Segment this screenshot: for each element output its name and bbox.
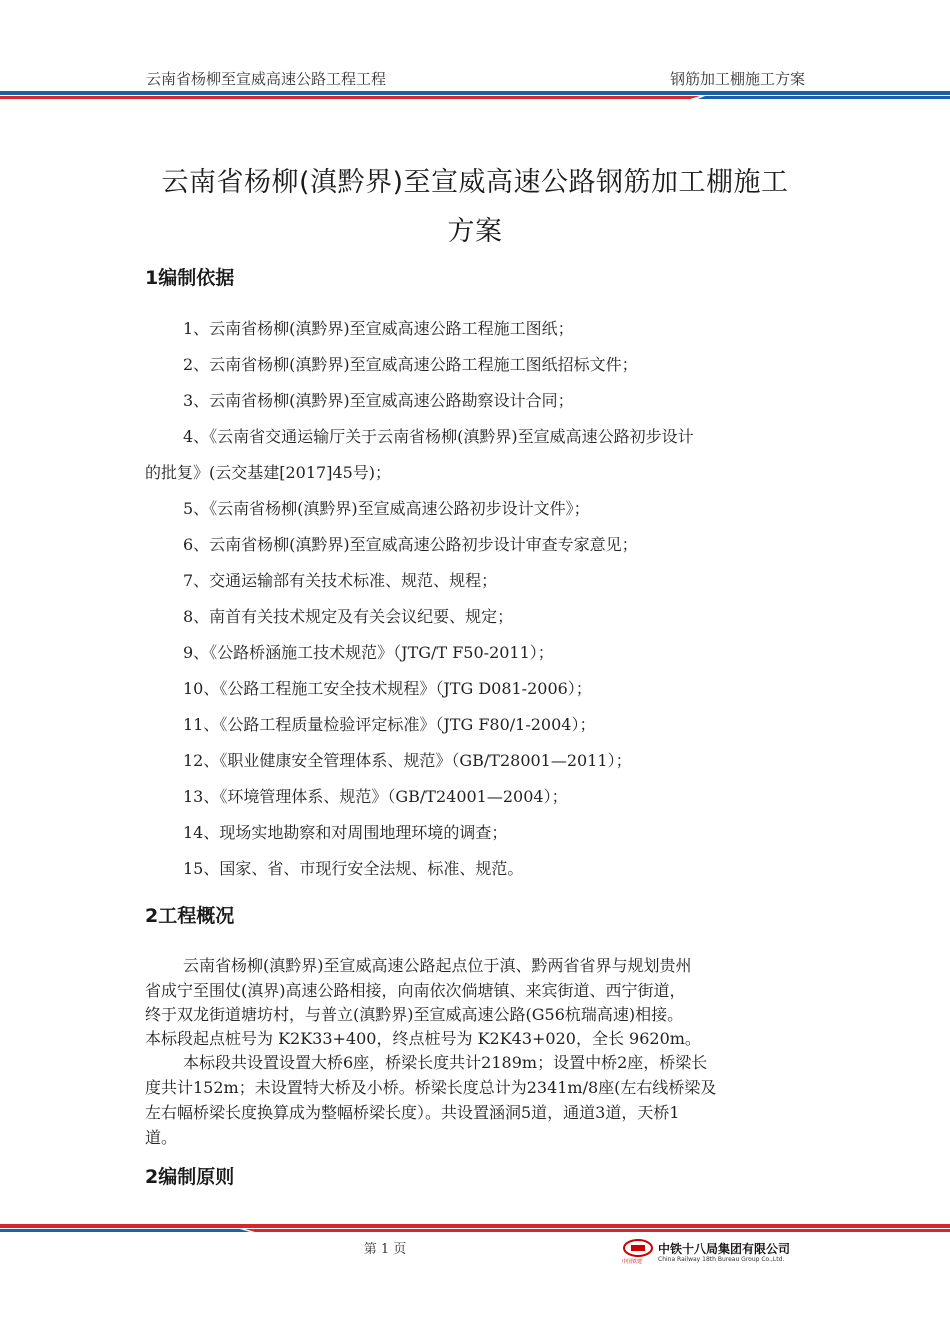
paragraph-line: 度共计152m；未设置特大桥及小桥。桥梁长度总计为2341m/8座(左右线桥梁及 <box>145 1078 717 1097</box>
header-blue-bar <box>0 91 950 95</box>
paragraph-line: 本标段共设置设置大桥6座，桥梁长度共计2189m；设置中桥2座，桥梁长 <box>183 1053 708 1072</box>
basis-item: 8、南首有关技术规定及有关会议纪要、规定； <box>183 607 514 626</box>
basis-item: 11、《公路工程质量检验评定标准》（JTG F80/1-2004）； <box>183 715 596 734</box>
basis-item: 9、《公路桥涵施工技术规范》（JTG/T F50-2011）； <box>183 643 554 662</box>
basis-item: 15、国家、省、市现行安全法规、标准、规范。 <box>183 859 524 878</box>
section2-heading: 2工程概况 <box>145 905 235 927</box>
header-document-name: 钢筋加工棚施工方案 <box>669 70 805 88</box>
company-name-cn: 中铁十八局集团有限公司 <box>658 1242 791 1256</box>
section3-heading: 2编制原则 <box>145 1166 235 1188</box>
paragraph-line: 道。 <box>145 1128 178 1147</box>
footer-red-bar <box>0 1224 950 1228</box>
basis-item: 5、《云南省杨柳(滇黔界)至宣威高速公路初步设计文件》； <box>183 499 590 518</box>
section1-heading: 1编制依据 <box>145 267 235 289</box>
basis-item: 13、《环境管理体系、规范》（GB/T24001—2004）； <box>183 787 568 806</box>
basis-item: 10、《公路工程施工安全技术规程》（JTG D081-2006）； <box>183 679 592 698</box>
footer-red-tail <box>245 1229 950 1232</box>
basis-item: 12、《职业健康安全管理体系、规范》（GB/T28001—2011）； <box>183 751 632 770</box>
header-red-bar <box>0 96 700 99</box>
header-blue-tail <box>698 96 950 99</box>
header-project-name: 云南省杨柳至宣威高速公路工程工程 <box>146 70 387 88</box>
header-rule <box>0 90 950 100</box>
basis-item: 1、云南省杨柳(滇黔界)至宣威高速公路工程施工图纸； <box>183 319 574 338</box>
basis-item: 6、云南省杨柳(滇黔界)至宣威高速公路初步设计审查专家意见； <box>183 535 638 554</box>
basis-item: 4、《云南省交通运输厅关于云南省杨柳(滇黔界)至宣威高速公路初步设计 <box>183 427 694 446</box>
crcc-emblem-icon <box>622 1238 654 1258</box>
document-title-line1: 云南省杨柳(滇黔界)至宣威高速公路钢筋加工棚施工 <box>161 167 789 198</box>
paragraph-line: 左右幅桥梁长度换算成为整幅桥梁长度）。共设置涵洞5道，通道3道，天桥1 <box>145 1103 680 1122</box>
paragraph-line: 终于双龙街道塘坊村，与普立(滇黔界)至宣威高速公路(G56杭瑞高速)相接。 <box>145 1005 684 1024</box>
company-logo <box>622 1238 802 1266</box>
basis-item: 14、现场实地勘察和对周围地理环境的调查； <box>183 823 508 842</box>
page-header <box>0 0 950 100</box>
logo-caption: 中国铁建 <box>622 1259 643 1265</box>
paragraph-line: 省成宁至围仗(滇界)高速公路相接，向南依次倘塘镇、来宾街道、西宁街道， <box>145 981 686 1000</box>
basis-item: 3、云南省杨柳(滇黔界)至宣威高速公路勘察设计合同； <box>183 391 574 410</box>
basis-item: 7、交通运输部有关技术标准、规范、规程； <box>183 571 498 590</box>
page-number: 第 1 页 <box>363 1242 407 1257</box>
paragraph-line: 本标段起点桩号为 K2K33+400，终点桩号为 K2K43+020，全长 9620m。 <box>145 1029 701 1048</box>
document-title-line2: 方案 <box>447 216 503 247</box>
footer-blue-bar <box>0 1229 250 1232</box>
basis-item-continuation: 的批复》(云交基建[2017]45号)； <box>145 463 392 482</box>
footer-rule <box>0 1222 950 1234</box>
paragraph-line: 云南省杨柳(滇黔界)至宣威高速公路起点位于滇、黔两省省界与规划贵州 <box>183 956 692 975</box>
basis-item: 2、云南省杨柳(滇黔界)至宣威高速公路工程施工图纸招标文件； <box>183 355 638 374</box>
company-name-en: China Railway 18th Bureau Group Co.,Ltd. <box>658 1256 785 1263</box>
